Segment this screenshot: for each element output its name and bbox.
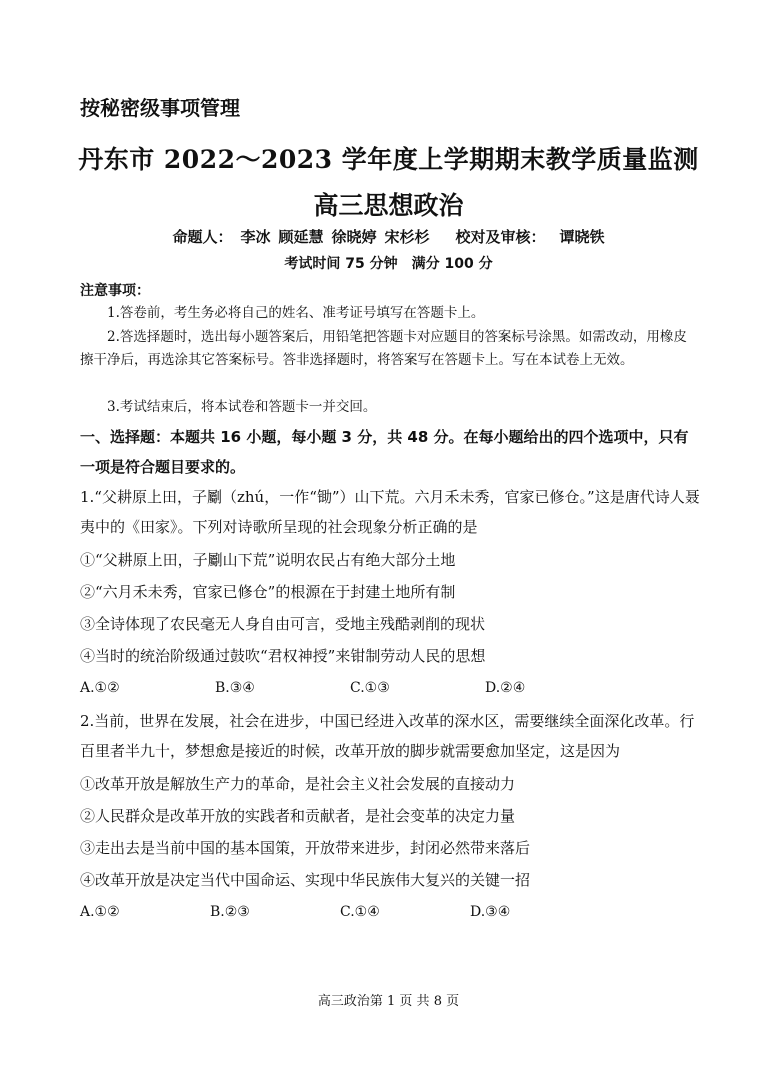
secrecy-label: 按秘密级事项管理 [80, 96, 240, 120]
question-stem: 2.当前，世界在发展，社会在进步，中国已经进入改革的深水区，需要继续全面深化改革。行百里者半九十，梦想愈是接近的时候，改革开放的脚步就需要愈加坚定，这是因为 [80, 712, 695, 760]
author-name: 宋杉杉 [384, 228, 430, 246]
choice-d: D.②④ [485, 680, 526, 696]
question-statement: ①改革开放是解放生产力的革命，是社会主义社会发展的直接动力 [80, 775, 516, 793]
notice-title: 注意事项： [80, 283, 150, 299]
question-statement: ③全诗体现了农民毫无人身自由可言，受地主残酷剥削的现状 [80, 615, 486, 633]
choice-a: A.①② [80, 904, 120, 920]
reviewer-name: 谭晓铁 [559, 228, 605, 246]
exam-title: 丹东市 2022～2023 学年度上学期期末教学质量监测 [78, 145, 699, 174]
subject-title: 高三思想政治 [313, 191, 464, 220]
choice-c: C.①③ [350, 680, 390, 696]
choice-b: B.②③ [210, 904, 250, 920]
choice-d: D.③④ [470, 904, 511, 920]
author-name: 顾延慧 [278, 228, 324, 246]
question-statement: ②人民群众是改革开放的实践者和贡献者，是社会变革的决定力量 [80, 807, 516, 825]
notice-item: 3.考试结束后，将本试卷和答题卡一并交回。 [107, 399, 377, 415]
answer-choices [80, 673, 560, 703]
question-statement: ③走出去是当前中国的基本国策，开放带来进步，封闭必然带来落后 [80, 839, 531, 857]
exam-info: 考试时间 75 分钟 满分 100 分 [284, 256, 493, 272]
section-title: 一、选择题：本题共 16 小题，每小题 3 分，共 48 分。在每小题给出的四个选项中，只有一项是符合题目要求的。 [80, 428, 689, 476]
question-statement: ②“六月禾未秀，官家已修仓”的根源在于封建土地所有制 [80, 583, 456, 601]
question-statement: ④当时的统治阶级通过鼓吹“君权神授”来钳制劳动人民的思想 [80, 647, 486, 665]
question-stem: 1.“父耕原上田，子劚（zhú，一作“锄”）山下荒。六月禾未秀，官家已修仓。”这是唐代诗人聂夷中的《田家》。下列对诗歌所呈现的社会现象分析正确的是 [80, 488, 700, 536]
review-label: 校对及审核： [455, 228, 546, 246]
choice-b: B.③④ [215, 680, 255, 696]
author-name: 李冰 [240, 228, 271, 246]
notice-item: 1.答卷前，考生务必将自己的姓名、准考证号填写在答题卡上。 [107, 305, 485, 321]
answer-choices [80, 897, 560, 927]
authors-line [0, 226, 777, 247]
notice-item: 2.答选择题时，选出每小题答案后，用铅笔把答题卡对应题目的答案标号涂黑。如需改动，用橡皮擦干净后，再选涂其它答案标号。答非选择题时，将答案写在答题卡上。写在本试卷上无效。 [80, 329, 687, 368]
choice-c: C.①④ [340, 904, 380, 920]
choice-a: A.①② [80, 680, 120, 696]
authors-label: 命题人： [172, 228, 233, 246]
question-statement: ①“父耕原上田，子劚山下荒”说明农民占有绝大部分土地 [80, 551, 456, 569]
author-name: 徐晓婷 [331, 228, 377, 246]
question-statement: ④改革开放是决定当代中国命运、实现中华民族伟大复兴的关键一招 [80, 871, 531, 889]
page-footer: 高三政治第 1 页 共 8 页 [317, 994, 460, 1009]
